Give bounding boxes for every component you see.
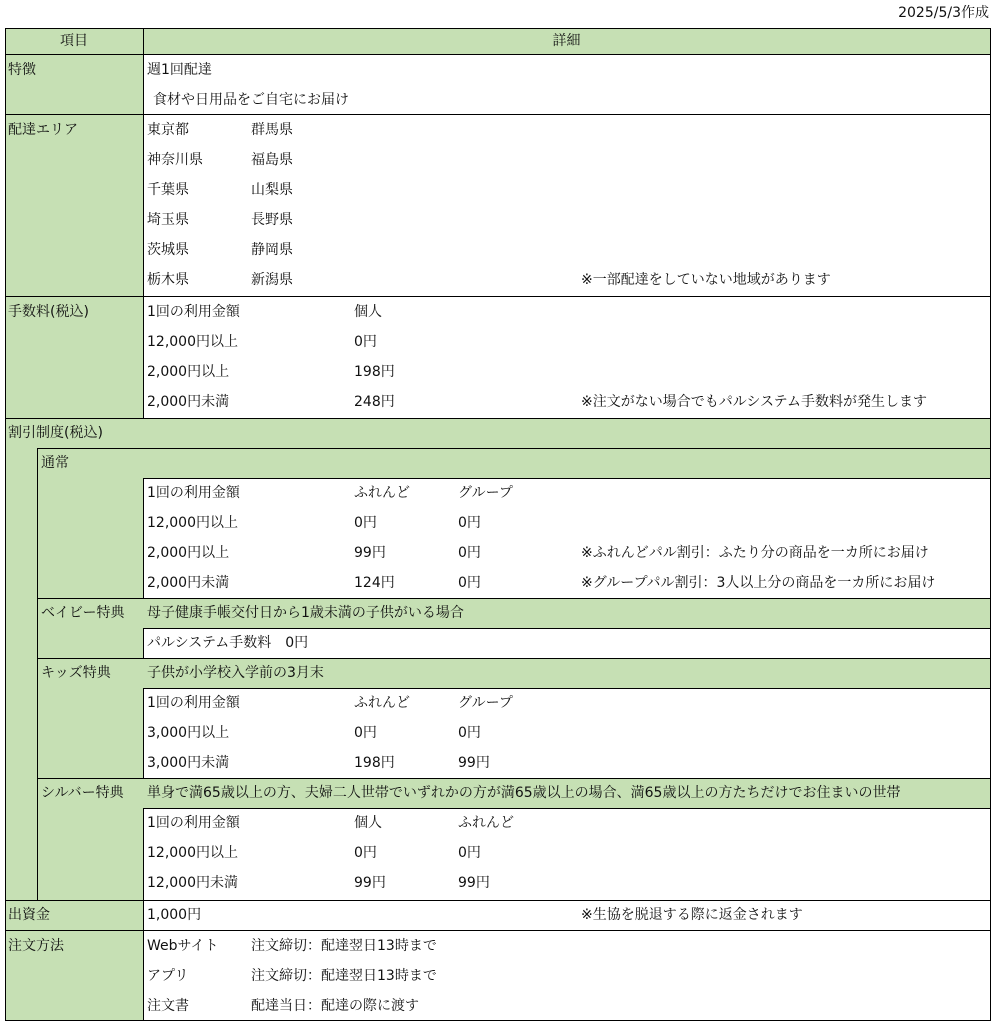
normal-cell: ふれんど <box>354 485 410 501</box>
silver-cell: 1回の利用金額 <box>147 815 240 831</box>
investment-value: 1,000円 <box>147 907 202 923</box>
area-prefecture: 山梨県 <box>251 182 293 198</box>
fee-cell: 2,000円未満 <box>147 394 230 410</box>
kids-cell: 3,000円以上 <box>147 725 230 741</box>
area-prefecture: 静岡県 <box>251 242 293 258</box>
area-prefecture: 福島県 <box>251 152 293 168</box>
normal-cell: 0円 <box>458 515 481 531</box>
silver-cell: ふれんど <box>458 815 514 831</box>
investment-note: ※生協を脱退する際に返金されます <box>581 907 803 923</box>
area-note: ※一部配達をしていない地域があります <box>581 272 831 288</box>
discount-normal-label: 通常 <box>41 455 69 471</box>
features-line: 週1回配達 <box>147 62 212 78</box>
order-deadline: 配達当日：配達の際に渡す <box>251 998 419 1014</box>
normal-cell: 124円 <box>354 575 395 591</box>
fee-cell: 個人 <box>354 304 382 320</box>
silver-cell: 12,000円以上 <box>147 845 238 861</box>
kids-cell: 3,000円未満 <box>147 755 230 771</box>
area-prefecture: 茨城県 <box>147 242 189 258</box>
order-method: アプリ <box>147 968 189 984</box>
kids-cell: 1回の利用金額 <box>147 695 240 711</box>
normal-note: ※ふれんどパル割引：ふたり分の商品を一カ所にお届け <box>581 545 929 561</box>
header-detail: 詳細 <box>552 33 581 49</box>
normal-cell: グループ <box>458 485 513 501</box>
fee-cell: 0円 <box>354 334 377 350</box>
kids-cell: 198円 <box>354 755 395 771</box>
fee-label: 手数料(税込) <box>8 304 89 320</box>
silver-cell: 99円 <box>354 875 386 891</box>
order-method: Webサイト <box>147 938 219 954</box>
kids-cell: 99円 <box>458 755 490 771</box>
normal-note: ※グループパル割引：3人以上分の商品を一カ所にお届け <box>581 575 936 591</box>
normal-cell: 2,000円以上 <box>147 545 230 561</box>
area-prefecture: 千葉県 <box>147 182 189 198</box>
area-prefecture: 新潟県 <box>251 272 293 288</box>
baby-label: ベイビー特典 <box>41 605 125 621</box>
silver-cell: 個人 <box>354 815 382 831</box>
fee-cell: 1回の利用金額 <box>147 304 240 320</box>
area-prefecture: 栃木県 <box>147 272 189 288</box>
baby-condition: 母子健康手帳交付日から1歳未満の子供がいる場合 <box>147 605 464 621</box>
discount-label: 割引制度(税込) <box>8 425 103 441</box>
silver-condition: 単身で満65歳以上の方、夫婦二人世帯でいずれかの方が満65歳以上の場合、満65歳以上の方たちだけでお住まいの世帯 <box>147 785 901 801</box>
fee-cell: 12,000円以上 <box>147 334 238 350</box>
kids-cell: 0円 <box>354 725 377 741</box>
normal-cell: 0円 <box>354 515 377 531</box>
area-prefecture: 群馬県 <box>251 122 293 138</box>
features-label: 特徴 <box>8 62 36 78</box>
silver-cell: 0円 <box>458 845 481 861</box>
header-item: 項目 <box>60 33 88 49</box>
area-prefecture: 神奈川県 <box>147 152 203 168</box>
fee-cell: 248円 <box>354 394 395 410</box>
area-label: 配達エリア <box>8 122 78 138</box>
normal-cell: 0円 <box>458 545 481 561</box>
kids-label: キッズ特典 <box>41 665 111 681</box>
area-prefecture: 東京都 <box>147 122 189 138</box>
area-prefecture: 長野県 <box>251 212 293 228</box>
created-date: 2025/5/3作成 <box>898 5 989 21</box>
order-deadline: 注文締切：配達翌日13時まで <box>251 938 437 954</box>
silver-cell: 12,000円未満 <box>147 875 238 891</box>
normal-cell: 99円 <box>354 545 386 561</box>
kids-cell: ふれんど <box>354 695 410 711</box>
silver-cell: 99円 <box>458 875 490 891</box>
normal-cell: 1回の利用金額 <box>147 485 240 501</box>
kids-condition: 子供が小学校入学前の3月末 <box>147 665 324 681</box>
kids-cell: グループ <box>458 695 513 711</box>
fee-cell: 2,000円以上 <box>147 364 230 380</box>
fee-note: ※注文がない場合でもパルシステム手数料が発生します <box>581 394 927 410</box>
area-prefecture: 埼玉県 <box>147 212 189 228</box>
order-method: 注文書 <box>147 998 189 1014</box>
silver-cell: 0円 <box>354 845 377 861</box>
normal-cell: 12,000円以上 <box>147 515 238 531</box>
normal-cell: 2,000円未満 <box>147 575 230 591</box>
kids-cell: 0円 <box>458 725 481 741</box>
features-line: 食材や日用品をご自宅にお届け <box>153 92 349 108</box>
order-label: 注文方法 <box>8 938 64 954</box>
fee-cell: 198円 <box>354 364 395 380</box>
baby-detail: パルシステム手数料 0円 <box>147 635 309 651</box>
silver-label: シルバー特典 <box>41 785 124 801</box>
normal-cell: 0円 <box>458 575 481 591</box>
investment-label: 出資金 <box>8 907 50 923</box>
order-deadline: 注文締切：配達翌日13時まで <box>251 968 437 984</box>
